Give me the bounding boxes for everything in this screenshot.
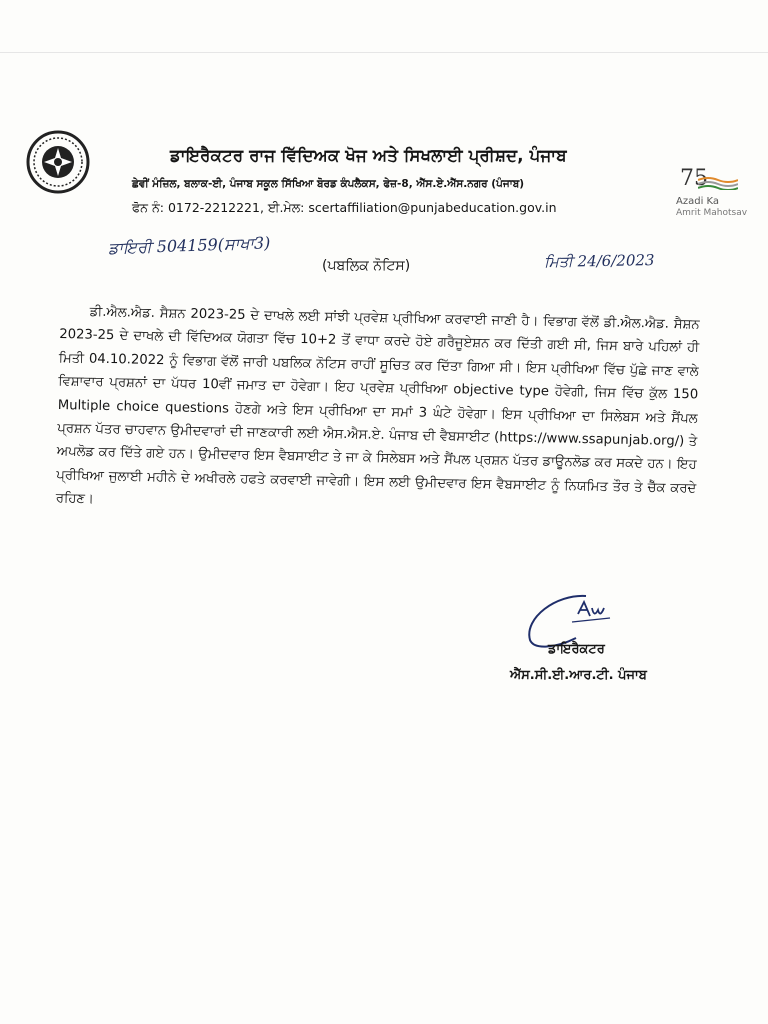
email-label: ਈ.ਮੇਲ: <box>267 200 305 215</box>
handwritten-date: ਮਿਤੀ 24/6/2023 <box>543 251 655 271</box>
flag-icon <box>698 176 738 190</box>
department-name: ਡਾਇਰੈਕਟਰ ਰਾਜ ਵਿੱਦਿਅਕ ਖੋਜ ਅਤੇ ਸਿਖਲਾਈ ਪ੍ਰੀਸ਼ਦ, ਪੰਜਾਬ <box>170 146 567 165</box>
contact-line <box>132 200 557 216</box>
department-address: ਛੇਵੀਂ ਮੰਜ਼ਿਲ, ਬਲਾਕ-ਈ, ਪੰਜਾਬ ਸਕੂਲ ਸਿੱਖਿਆ ਬੋਰਡ ਕੰਪਲੈਕਸ, ਫੇਜ਼-8, ਐੱਸ.ਏ.ਐੱਸ.ਨਗਰ (ਪੰਜਾਬ) <box>132 178 525 190</box>
handwritten-diary-number: ਡਾਇਰੀ 504159(ਸਾਖਾ3) <box>107 233 271 258</box>
page-top-edge <box>0 52 768 53</box>
signatory-organisation: ਐੱਸ.ਸੀ.ਈ.ਆਰ.ਟੀ. ਪੰਜਾਬ <box>510 668 647 683</box>
email-address: scertaffiliation@punjabeducation.gov.in <box>308 200 557 215</box>
logo-line-1: Azadi Ka <box>676 196 720 207</box>
notice-paragraph: ਡੀ.ਐਲ.ਐਡ. ਸੈਸ਼ਨ 2023-25 ਦੇ ਦਾਖਲੇ ਲਈ ਸਾਂਝੀ ਪ੍ਰਵੇਸ਼ ਪ੍ਰੀਖਿਆ ਕਰਵਾਈ ਜਾਣੀ ਹੈ। ਵਿਭਾਗ ਵੱਲੋਂ ਡੀ.ਐਲ.ਐਡ. ਸੈਸ਼ਨ 2023-25 ਦੇ ਦਾਖਲੇ ਦੀ ਵਿੱਦਿਅਕ ਯੋਗਤਾ ਵਿੱਚ 10+2 ਤੋਂ ਵਾਧਾ ਕਰਦੇ ਹੋਏ ਗਰੈਜੂਏਸ਼ਨ ਕਰ ਦਿੱਤੀ ਗਈ ਸੀ, ਜਿਸ ਬਾਰੇ ਪਹਿਲਾਂ ਹੀ ਮਿਤੀ 04.10.2022 ਨੂੰ ਵਿਭਾਗ ਵੱਲੋਂ ਜਾਰੀ ਪਬਲਿਕ ਨੋਟਿਸ ਰਾਹੀਂ ਸੂਚਿਤ ਕਰ ਦਿੱਤਾ ਗਿਆ ਸੀ। ਇਸ ਪ੍ਰੀਖਿਆ ਵਿੱਚ ਪੁੱਛੇ ਜਾਣ ਵਾਲੇ ਵਿਸ਼ਾਵਾਰ ਪ੍ਰਸ਼ਨਾਂ ਦਾ ਪੱਧਰ 10ਵੀਂ ਜਮਾਤ ਦਾ ਹੋਵੇਗਾ। ਇਹ ਪ੍ਰਵੇਸ਼ ਪ੍ਰੀਖਿਆ objective type ਹੋਵੇਗੀ, ਜਿਸ ਵਿੱਚ ਕੁੱਲ 150 Multiple choice questions ਹੋਣਗੇ ਅਤੇ ਇਸ ਪ੍ਰੀਖਿਆ ਦਾ ਸਮਾਂ 3 ਘੰਟੇ ਹੋਵੇਗਾ। ਇਸ ਪ੍ਰੀਖਿਆ ਦਾ ਸਿਲੇਬਸ ਅਤੇ ਸੈਂਪਲ ਪ੍ਰਸ਼ਨ ਪੱਤਰ ਚਾਹਵਾਨ ਉਮੀਦਵਾਰਾਂ ਦੀ ਜਾਣਕਾਰੀ ਲਈ ਐਸ.ਐਸ.ਏ. ਪੰਜਾਬ ਦੀ ਵੈਬਸਾਈਟ (https://www.ssapunjab.org/) ਤੇ ਅਪਲੋਡ ਕਰ ਦਿੱਤੇ ਗਏ ਹਨ। ਉਮੀਦਵਾਰ ਇਸ ਵੈਬਸਾਈਟ ਤੇ ਜਾ ਕੇ ਸਿਲੇਬਸ ਅਤੇ ਸੈਂਪਲ ਪ੍ਰਸ਼ਨ ਪੱਤਰ ਡਾਊਨਲੋਡ ਕਰ ਸਕਦੇ ਹਨ। ਇਹ ਪ੍ਰੀਖਿਆ ਜੁਲਾਈ ਮਹੀਨੇ ਦੇ ਅਖੀਰਲੇ ਹਫਤੇ ਕਰਵਾਈ ਜਾਵੇਗੀ। ਇਸ ਲਈ ਉਮੀਦਵਾਰ ਇਸ ਵੈਬਸਾਈਟ ਨੂੰ ਨਿਯਮਿਤ ਤੌਰ ਤੇ ਚੈੱਕ ਕਰਦੇ ਰਹਿਣ। <box>55 304 700 508</box>
logo-number: 75 <box>680 166 708 191</box>
phone-number: 0172-2212221, <box>167 200 264 215</box>
scert-emblem-icon <box>26 130 90 194</box>
notice-title: (ਪਬਲਿਕ ਨੋਟਿਸ) <box>322 258 411 274</box>
azadi-ka-amrit-mahotsav-logo <box>676 166 752 236</box>
notice-body <box>56 300 700 524</box>
phone-label: ਫੋਨ ਨੰ: <box>132 200 164 215</box>
signatory-title: ਡਾਇਰੈਕਟਰ <box>548 642 605 657</box>
logo-line-2: Amrit Mahotsav <box>676 208 748 218</box>
